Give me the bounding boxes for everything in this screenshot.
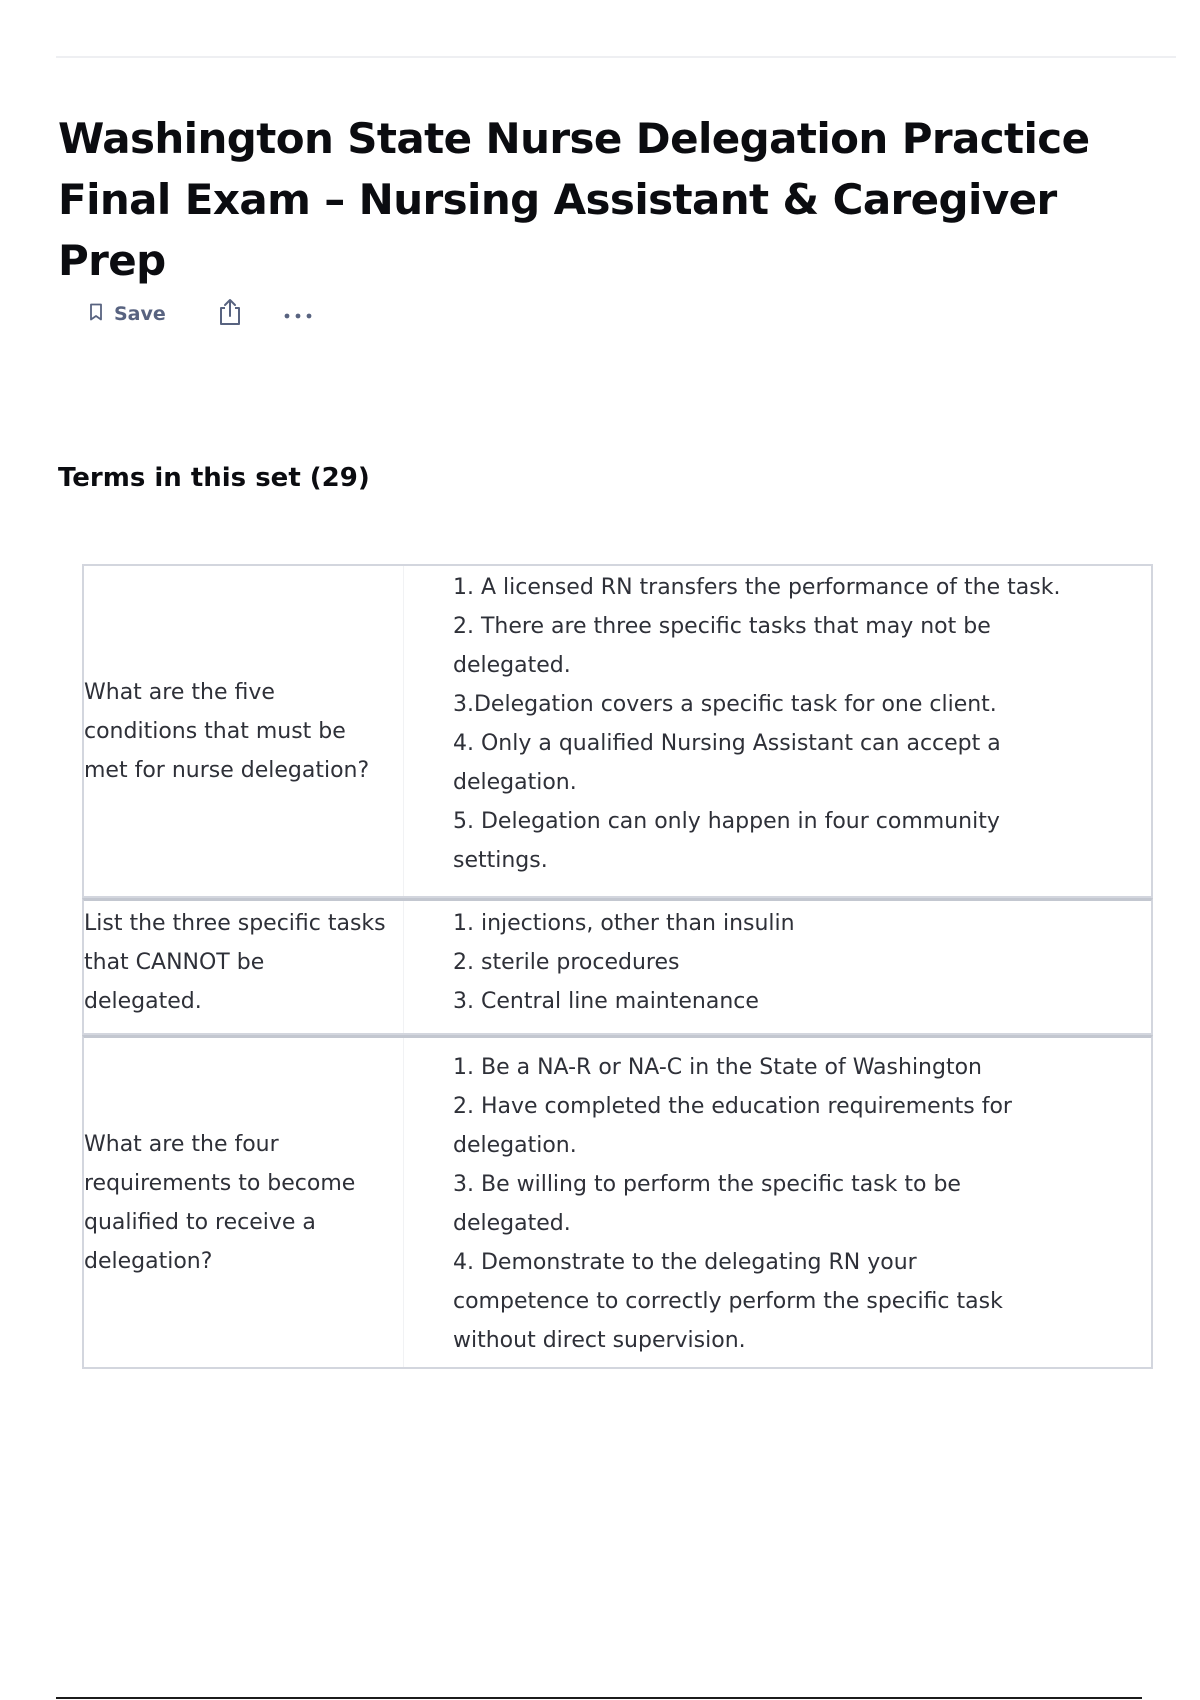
term-card[interactable] xyxy=(82,898,1153,1035)
term-cell xyxy=(84,1038,404,1367)
definition-line: 3. Be willing to perform the specific task to be xyxy=(453,1172,961,1197)
term-card[interactable] xyxy=(82,564,1153,898)
action-bar xyxy=(82,296,316,332)
definition-line: 3. Central line maintenance xyxy=(453,989,759,1014)
term-cell xyxy=(84,901,404,1033)
definition-cell xyxy=(404,1038,1151,1367)
definition-cell xyxy=(404,566,1151,896)
definition-line: delegated. xyxy=(453,653,571,678)
definition-line: 1. Be a NA-R or NA-C in the State of Washington xyxy=(453,1055,982,1080)
definition-line: settings. xyxy=(453,848,548,873)
more-options-button[interactable] xyxy=(280,296,316,332)
term-card[interactable] xyxy=(82,1035,1153,1369)
definition-cell xyxy=(404,901,1151,1033)
definition-line: delegation. xyxy=(453,1133,577,1158)
save-label: Save xyxy=(114,303,166,325)
definition-line: 2. Have completed the education requirements for xyxy=(453,1094,1012,1119)
definition-line: delegation. xyxy=(453,770,577,795)
definition-line: 4. Demonstrate to the delegating RN your xyxy=(453,1250,917,1275)
definition-line: 1. A licensed RN transfers the performance of the task. xyxy=(453,575,1061,600)
definition-line: 2. sterile procedures xyxy=(453,950,680,975)
definition-line: 2. There are three specific tasks that may not be xyxy=(453,614,991,639)
page-title-line-1: Washington State Nurse Delegation Practice xyxy=(58,114,1090,163)
term-text: What are the five conditions that must be met for nurse delegation? xyxy=(84,679,370,783)
definition-line: 1. injections, other than insulin xyxy=(453,911,795,936)
definition-line: delegated. xyxy=(453,1211,571,1236)
term-text: List the three specific tasks that CANNOT be delegated. xyxy=(84,911,386,1014)
page-title-line-2: Final Exam – Nursing Assistant & Caregiver Prep xyxy=(58,175,1057,285)
definition-line: competence to correctly perform the specific task xyxy=(453,1289,1003,1314)
definition-line: 5. Delegation can only happen in four community xyxy=(453,809,1000,834)
share-icon xyxy=(217,297,243,331)
terms-list xyxy=(82,564,1153,1369)
page-title xyxy=(58,108,1178,291)
definition-line: 4. Only a qualified Nursing Assistant can accept a xyxy=(453,731,1001,756)
top-divider xyxy=(56,56,1176,58)
term-cell xyxy=(84,566,404,896)
more-icon xyxy=(283,305,313,324)
terms-heading: Terms in this set (29) xyxy=(58,463,370,493)
save-button[interactable] xyxy=(82,298,172,330)
definition-line: without direct supervision. xyxy=(453,1328,746,1353)
definition-line: 3.Delegation covers a specific task for one client. xyxy=(453,692,997,717)
bottom-divider xyxy=(56,1697,1142,1699)
bookmark-icon xyxy=(88,302,104,326)
share-button[interactable] xyxy=(212,296,248,332)
term-text: What are the four requirements to become qualified to receive a delegation? xyxy=(84,1131,356,1274)
